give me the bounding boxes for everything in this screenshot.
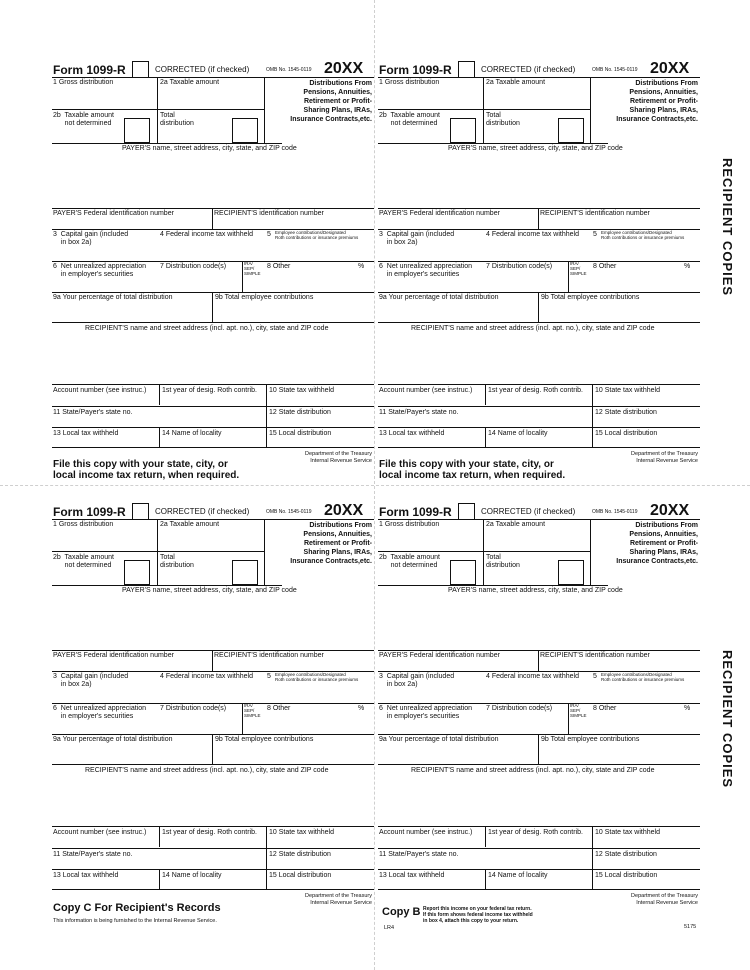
box-9b-employee-contributions[interactable]: 9b Total employee contributions bbox=[215, 736, 314, 743]
box-2b-taxable-not-determined: 2b Taxable amount not determined bbox=[379, 554, 440, 569]
copy-c-title: Copy C For Recipient's Records bbox=[53, 902, 221, 914]
box-5-number: 5 bbox=[267, 231, 271, 238]
payer-name-address[interactable]: PAYER'S name, street address, city, state, and ZIP code bbox=[122, 587, 297, 594]
department-treasury: Department of the Treasury Internal Revenue Service bbox=[305, 451, 372, 464]
form-number: 5175 bbox=[684, 924, 697, 930]
form-title: Form 1099-R bbox=[53, 505, 126, 519]
box-12-state-distribution[interactable]: 12 State distribution bbox=[595, 409, 657, 416]
box-10-state-tax-withheld[interactable]: 10 State tax withheld bbox=[269, 387, 334, 394]
box-4-federal-tax-withheld[interactable]: 4 Federal income tax withheld bbox=[160, 231, 253, 238]
percent-sign: % bbox=[358, 705, 365, 712]
box-10-state-tax-withheld[interactable]: 10 State tax withheld bbox=[269, 829, 334, 836]
box-5-employee-contributions[interactable]: Employee contributions/Designated Roth contributions or insurance premiums bbox=[275, 230, 359, 240]
recipient-name-address[interactable]: RECIPIENT'S name and street address (incl. apt. no.), city, state and ZIP code bbox=[411, 767, 655, 774]
percent-sign: % bbox=[684, 705, 691, 712]
corrected-checkbox[interactable] bbox=[458, 61, 475, 78]
account-number[interactable]: Account number (see instruc.) bbox=[379, 387, 473, 394]
box-4-federal-tax-withheld[interactable]: 4 Federal income tax withheld bbox=[486, 673, 579, 680]
box-3-capital-gain[interactable]: 3 Capital gain (included in box 2a) bbox=[379, 231, 455, 246]
box-5-employee-contributions[interactable]: Employee contributions/Designated Roth contributions or insurance premiums bbox=[601, 672, 685, 682]
copy-c-subtitle: This information is being furnished to the Internal Revenue Service. bbox=[53, 918, 217, 924]
recipient-id[interactable]: RECIPIENT'S identification number bbox=[540, 652, 650, 659]
percent-sign: % bbox=[358, 263, 365, 270]
box-2b-taxable-not-determined: 2b Taxable amount not determined bbox=[53, 554, 114, 569]
account-number[interactable]: Account number (see instruc.) bbox=[53, 829, 147, 836]
box-2a-taxable-amount[interactable]: 2a Taxable amount bbox=[160, 521, 220, 528]
box-10-state-tax-withheld[interactable]: 10 State tax withheld bbox=[595, 829, 660, 836]
box-1-gross-distribution[interactable]: 1 Gross distribution bbox=[53, 79, 114, 86]
tax-year: 20XX bbox=[650, 60, 690, 77]
account-number[interactable]: Account number (see instruc.) bbox=[53, 387, 147, 394]
omb-number: OMB No. 1545-0119 bbox=[266, 67, 312, 73]
copy-instruction: File this copy with your state, city, or local income tax return, when required. bbox=[53, 459, 240, 481]
form-top-right bbox=[378, 60, 700, 494]
omb-number: OMB No. 1545-0119 bbox=[266, 509, 312, 515]
corrected-label: CORRECTED (if checked) bbox=[155, 65, 250, 74]
box-5-number: 5 bbox=[267, 673, 271, 680]
box-2b-taxable-not-determined: 2b Taxable amount not determined bbox=[53, 112, 114, 127]
box-1-gross-distribution[interactable]: 1 Gross distribution bbox=[379, 79, 440, 86]
box-14-locality-name[interactable]: 14 Name of locality bbox=[162, 872, 222, 879]
form-title: Form 1099-R bbox=[53, 63, 126, 77]
box-13-local-tax-withheld[interactable]: 13 Local tax withheld bbox=[379, 430, 445, 437]
box-14-locality-name[interactable]: 14 Name of locality bbox=[162, 430, 222, 437]
department-treasury: Department of the Treasury Internal Revenue Service bbox=[631, 451, 698, 464]
box-9a-percentage[interactable]: 9a Your percentage of total distribution bbox=[379, 294, 499, 301]
box-3-capital-gain[interactable]: 3 Capital gain (included in box 2a) bbox=[379, 673, 455, 688]
box-10-state-tax-withheld[interactable]: 10 State tax withheld bbox=[595, 387, 660, 394]
total-distribution-label: Total distribution bbox=[486, 112, 520, 127]
corrected-checkbox[interactable] bbox=[132, 503, 149, 520]
box-11-state-payer-no[interactable]: 11 State/Payer's state no. bbox=[379, 409, 459, 416]
box-7-distribution-code[interactable]: 7 Distribution code(s) bbox=[486, 263, 553, 270]
payer-name-address[interactable]: PAYER'S name, street address, city, state, and ZIP code bbox=[122, 145, 297, 152]
form-title: Form 1099-R bbox=[379, 63, 452, 77]
omb-number: OMB No. 1545-0119 bbox=[592, 509, 638, 515]
ira-sep-simple: IRA/ SEP/ SIMPLE bbox=[570, 261, 587, 276]
box-12-state-distribution[interactable]: 12 State distribution bbox=[269, 409, 331, 416]
box-12-state-distribution[interactable]: 12 State distribution bbox=[595, 851, 657, 858]
box-11-state-payer-no[interactable]: 11 State/Payer's state no. bbox=[53, 851, 133, 858]
box-3-capital-gain[interactable]: 3 Capital gain (included in box 2a) bbox=[53, 673, 129, 688]
box-9a-percentage[interactable]: 9a Your percentage of total distribution bbox=[53, 294, 173, 301]
box-5-number: 5 bbox=[593, 231, 597, 238]
box-8-other[interactable]: 8 Other bbox=[593, 705, 617, 712]
omb-number: OMB No. 1545-0119 bbox=[592, 67, 638, 73]
first-year-roth[interactable]: 1st year of desig. Roth contrib. bbox=[488, 387, 583, 394]
form-program-title: Distributions From Pensions, Annuities, Retirement or Profit-Sharing Plans, IRAs, Insurance Contracts,etc. bbox=[290, 80, 372, 124]
payer-federal-id[interactable]: PAYER'S Federal identification number bbox=[53, 652, 174, 659]
box-1-gross-distribution[interactable]: 1 Gross distribution bbox=[379, 521, 440, 528]
form-lr-code: LR4 bbox=[384, 925, 395, 931]
recipient-name-address[interactable]: RECIPIENT'S name and street address (incl. apt. no.), city, state and ZIP code bbox=[85, 325, 329, 332]
percent-sign: % bbox=[684, 263, 691, 270]
corrected-label: CORRECTED (if checked) bbox=[155, 507, 250, 516]
account-number[interactable]: Account number (see instruc.) bbox=[379, 829, 473, 836]
copy-b-instructions: Report this income on your federal tax return. If this form shows federal income tax withheld in box 4, attach this copy to your return. bbox=[423, 906, 533, 924]
total-distribution-checkbox[interactable] bbox=[558, 560, 584, 585]
box-3-capital-gain[interactable]: 3 Capital gain (included in box 2a) bbox=[53, 231, 129, 246]
taxable-not-determined-checkbox[interactable] bbox=[450, 118, 476, 143]
box-9b-employee-contributions[interactable]: 9b Total employee contributions bbox=[541, 294, 640, 301]
form-program-title: Distributions From Pensions, Annuities, Retirement or Profit-Sharing Plans, IRAs, Insurance Contracts,etc. bbox=[290, 522, 372, 566]
first-year-roth[interactable]: 1st year of desig. Roth contrib. bbox=[162, 829, 257, 836]
recipient-name-address[interactable]: RECIPIENT'S name and street address (incl. apt. no.), city, state and ZIP code bbox=[411, 325, 655, 332]
box-9a-percentage[interactable]: 9a Your percentage of total distribution bbox=[379, 736, 499, 743]
side-label-bottom: RECIPIENT COPIES bbox=[720, 650, 735, 789]
payer-federal-id[interactable]: PAYER'S Federal identification number bbox=[379, 210, 500, 217]
box-13-local-tax-withheld[interactable]: 13 Local tax withheld bbox=[379, 872, 445, 879]
box-4-federal-tax-withheld[interactable]: 4 Federal income tax withheld bbox=[486, 231, 579, 238]
first-year-roth[interactable]: 1st year of desig. Roth contrib. bbox=[162, 387, 257, 394]
box-2b-taxable-not-determined: 2b Taxable amount not determined bbox=[379, 112, 440, 127]
box-4-federal-tax-withheld[interactable]: 4 Federal income tax withheld bbox=[160, 673, 253, 680]
box-15-local-distribution[interactable]: 15 Local distribution bbox=[269, 872, 332, 879]
form-copy-b bbox=[378, 502, 700, 936]
box-8-other[interactable]: 8 Other bbox=[267, 263, 291, 270]
taxable-not-determined-checkbox[interactable] bbox=[124, 118, 150, 143]
payer-name-address[interactable]: PAYER'S name, street address, city, state, and ZIP code bbox=[448, 587, 623, 594]
recipient-name-address[interactable]: RECIPIENT'S name and street address (incl. apt. no.), city, state and ZIP code bbox=[85, 767, 329, 774]
copy-instruction: File this copy with your state, city, or local income tax return, when required. bbox=[379, 459, 566, 481]
tax-year: 20XX bbox=[324, 502, 364, 519]
tax-year: 20XX bbox=[324, 60, 364, 77]
box-6-net-unrealized[interactable]: 6 Net unrealized appreciation in employer's securities bbox=[53, 263, 147, 278]
box-13-local-tax-withheld[interactable]: 13 Local tax withheld bbox=[53, 872, 119, 879]
box-13-local-tax-withheld[interactable]: 13 Local tax withheld bbox=[53, 430, 119, 437]
box-15-local-distribution[interactable]: 15 Local distribution bbox=[595, 430, 658, 437]
box-7-distribution-code[interactable]: 7 Distribution code(s) bbox=[160, 263, 227, 270]
box-1-gross-distribution[interactable]: 1 Gross distribution bbox=[53, 521, 114, 528]
total-distribution-checkbox[interactable] bbox=[232, 560, 258, 585]
total-distribution-label: Total distribution bbox=[486, 554, 520, 569]
payer-federal-id[interactable]: PAYER'S Federal identification number bbox=[379, 652, 500, 659]
first-year-roth[interactable]: 1st year of desig. Roth contrib. bbox=[488, 829, 583, 836]
box-11-state-payer-no[interactable]: 11 State/Payer's state no. bbox=[379, 851, 459, 858]
ira-sep-simple: IRA/ SEP/ SIMPLE bbox=[244, 261, 261, 276]
box-9b-employee-contributions[interactable]: 9b Total employee contributions bbox=[541, 736, 640, 743]
form-copy-c bbox=[52, 502, 374, 936]
side-label-top: RECIPIENT COPIES bbox=[720, 158, 735, 297]
box-14-locality-name[interactable]: 14 Name of locality bbox=[488, 430, 548, 437]
ira-sep-simple: IRA/ SEP/ SIMPLE bbox=[244, 703, 261, 718]
department-treasury: Department of the Treasury Internal Revenue Service bbox=[305, 893, 372, 906]
box-6-net-unrealized[interactable]: 6 Net unrealized appreciation in employer's securities bbox=[379, 263, 473, 278]
taxable-not-determined-checkbox[interactable] bbox=[124, 560, 150, 585]
corrected-checkbox[interactable] bbox=[132, 61, 149, 78]
total-distribution-checkbox[interactable] bbox=[232, 118, 258, 143]
box-11-state-payer-no[interactable]: 11 State/Payer's state no. bbox=[53, 409, 133, 416]
recipient-id[interactable]: RECIPIENT'S identification number bbox=[214, 210, 324, 217]
box-15-local-distribution[interactable]: 15 Local distribution bbox=[595, 872, 658, 879]
recipient-id[interactable]: RECIPIENT'S identification number bbox=[214, 652, 324, 659]
total-distribution-checkbox[interactable] bbox=[558, 118, 584, 143]
form-program-title: Distributions From Pensions, Annuities, Retirement or Profit-Sharing Plans, IRAs, Insurance Contracts,etc. bbox=[616, 522, 698, 566]
box-9a-percentage[interactable]: 9a Your percentage of total distribution bbox=[53, 736, 173, 743]
box-2a-taxable-amount[interactable]: 2a Taxable amount bbox=[486, 521, 546, 528]
box-15-local-distribution[interactable]: 15 Local distribution bbox=[269, 430, 332, 437]
box-2a-taxable-amount[interactable]: 2a Taxable amount bbox=[160, 79, 220, 86]
box-2a-taxable-amount[interactable]: 2a Taxable amount bbox=[486, 79, 546, 86]
department-treasury: Department of the Treasury Internal Revenue Service bbox=[631, 893, 698, 906]
ira-sep-simple: IRA/ SEP/ SIMPLE bbox=[570, 703, 587, 718]
form-program-title: Distributions From Pensions, Annuities, Retirement or Profit-Sharing Plans, IRAs, Insurance Contracts,etc. bbox=[616, 80, 698, 124]
box-7-distribution-code[interactable]: 7 Distribution code(s) bbox=[160, 705, 227, 712]
box-7-distribution-code[interactable]: 7 Distribution code(s) bbox=[486, 705, 553, 712]
tax-year: 20XX bbox=[650, 502, 690, 519]
box-9b-employee-contributions[interactable]: 9b Total employee contributions bbox=[215, 294, 314, 301]
box-14-locality-name[interactable]: 14 Name of locality bbox=[488, 872, 548, 879]
payer-name-address[interactable]: PAYER'S name, street address, city, state, and ZIP code bbox=[448, 145, 623, 152]
total-distribution-label: Total distribution bbox=[160, 112, 194, 127]
box-8-other[interactable]: 8 Other bbox=[267, 705, 291, 712]
recipient-id[interactable]: RECIPIENT'S identification number bbox=[540, 210, 650, 217]
form-title: Form 1099-R bbox=[379, 505, 452, 519]
corrected-checkbox[interactable] bbox=[458, 503, 475, 520]
payer-federal-id[interactable]: PAYER'S Federal identification number bbox=[53, 210, 174, 217]
box-5-number: 5 bbox=[593, 673, 597, 680]
box-5-employee-contributions[interactable]: Employee contributions/Designated Roth contributions or insurance premiums bbox=[275, 672, 359, 682]
box-6-net-unrealized[interactable]: 6 Net unrealized appreciation in employer's securities bbox=[53, 705, 147, 720]
box-8-other[interactable]: 8 Other bbox=[593, 263, 617, 270]
total-distribution-label: Total distribution bbox=[160, 554, 194, 569]
box-5-employee-contributions[interactable]: Employee contributions/Designated Roth contributions or insurance premiums bbox=[601, 230, 685, 240]
taxable-not-determined-checkbox[interactable] bbox=[450, 560, 476, 585]
box-6-net-unrealized[interactable]: 6 Net unrealized appreciation in employer's securities bbox=[379, 705, 473, 720]
box-12-state-distribution[interactable]: 12 State distribution bbox=[269, 851, 331, 858]
copy-b-title: Copy B bbox=[382, 906, 421, 918]
corrected-label: CORRECTED (if checked) bbox=[481, 507, 576, 516]
form-top-left bbox=[52, 60, 374, 494]
corrected-label: CORRECTED (if checked) bbox=[481, 65, 576, 74]
